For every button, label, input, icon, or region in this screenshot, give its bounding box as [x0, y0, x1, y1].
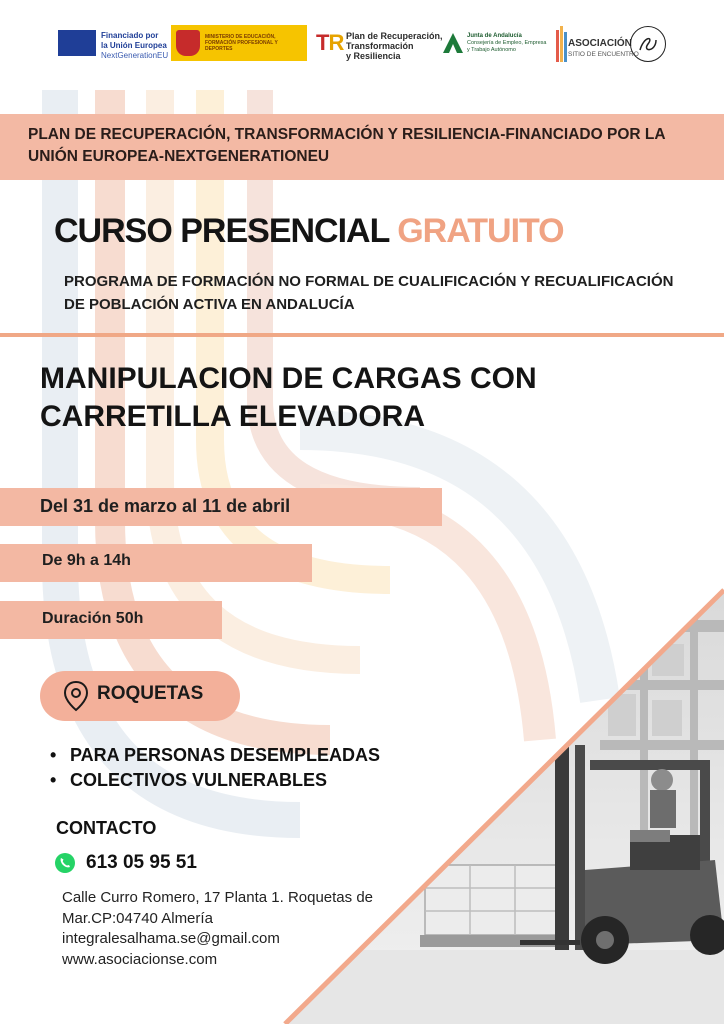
contact-email-link[interactable]: integralesalhama.se@gmail.com [62, 930, 280, 947]
section-divider [0, 333, 724, 337]
prtr-line-1: Plan de Recuperación, [346, 31, 443, 41]
contact-website-link[interactable]: www.asociacionse.com [62, 951, 218, 968]
junta-line-3: y Trabajo Autónomo [467, 47, 516, 53]
course-name: MANIPULACION DE CARGAS CON CARRETILLA ELEVADORA [40, 362, 537, 433]
ministry-text: MINISTERIO DE EDUCACIÓN, FORMACIÓN PROFESIONAL Y DEPORTES [205, 34, 278, 52]
eu-line-2: la Unión Europea [101, 41, 167, 50]
audience-item: • PARA PERSONAS DESEMPLEADAS [50, 743, 380, 768]
course-type-title [54, 212, 564, 251]
course-hours: De 9h a 14h [42, 552, 131, 569]
prtr-line-2: Transformación [346, 41, 414, 51]
asociacion-line-1: ASOCIACIÓN [568, 38, 632, 49]
junta-line-1: Junta de Andalucía [467, 33, 522, 39]
whatsapp-icon [54, 852, 76, 874]
eu-line-1: Financiado por [101, 31, 159, 40]
course-type-accent: GRATUITO [397, 212, 564, 250]
eu-line-3: NextGenerationEU [101, 51, 169, 60]
junta-line-2: Consejería de Empleo, Empresa [467, 40, 547, 46]
prtr-logo-icon: TR [316, 30, 344, 55]
audience-item: • COLECTIVOS VULNERABLES [50, 768, 380, 793]
location-pin-icon [62, 680, 90, 712]
audience-list [50, 743, 380, 793]
course-type-main: CURSO PRESENCIAL [54, 212, 398, 250]
contact-address: Calle Curro Romero, 17 Planta 1. Roquetas de Mar.CP:04740 Almería [62, 889, 374, 927]
programa-subtitle: PROGRAMA DE FORMACIÓN NO FORMAL DE CUALIFICACIÓN Y RECUALIFICACIÓN DE POBLACIÓN ACTIVA EN ANDALUCÍA [64, 273, 674, 313]
plan-banner-text: PLAN DE RECUPERACIÓN, TRANSFORMACIÓN Y RESILIENCIA-FINANCIADO POR LA UNIÓN EUROPEA-NEXTGENERATIONEU [28, 126, 665, 165]
contact-phone-link[interactable]: 613 05 95 51 [86, 852, 197, 873]
location-name: ROQUETAS [97, 683, 204, 704]
prtr-line-3: y Resiliencia [346, 51, 401, 61]
asociacion-line-2: SITIO DE ENCUENTRO [568, 51, 639, 58]
contact-heading: CONTACTO [56, 818, 157, 838]
course-duration: Duración 50h [42, 610, 144, 627]
course-dates: Del 31 de marzo al 11 de abril [40, 496, 291, 516]
